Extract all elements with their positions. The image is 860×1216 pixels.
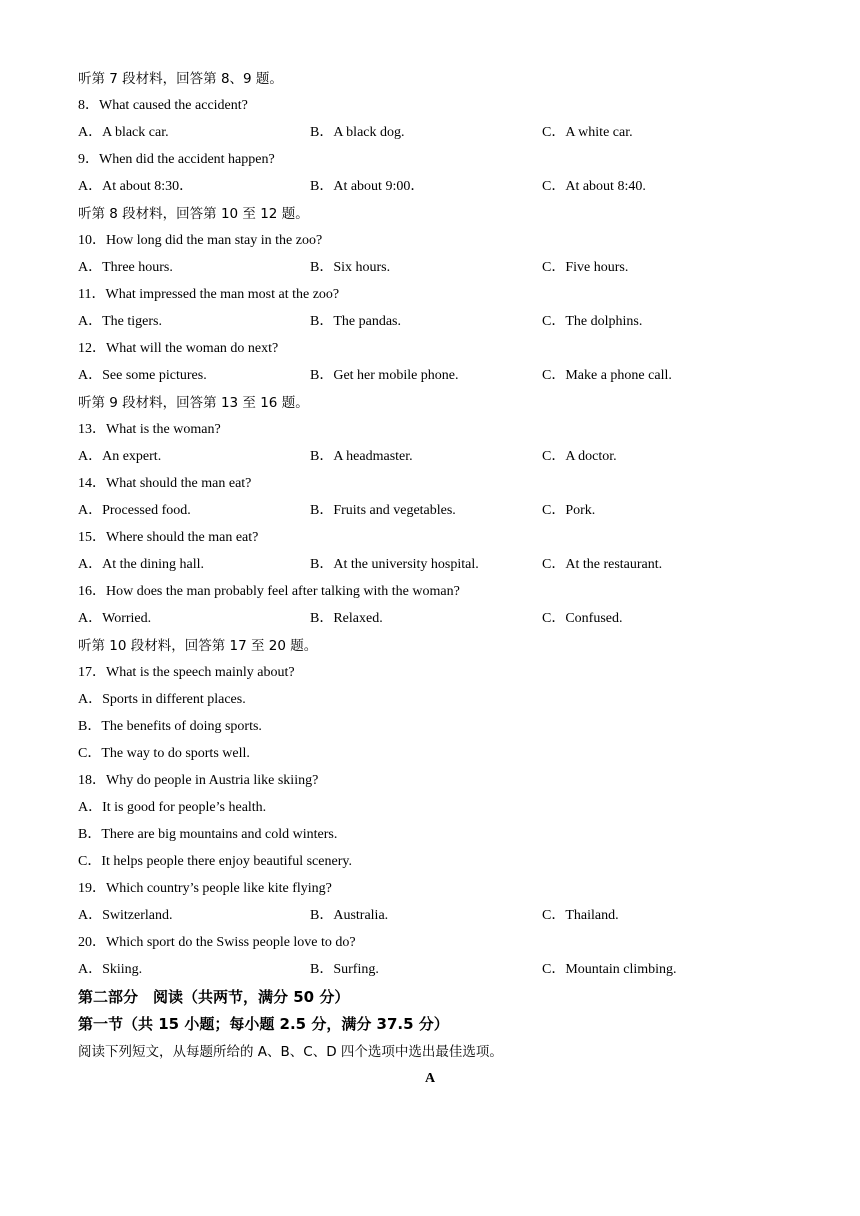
question-8-option-a: A．A black car. bbox=[78, 125, 169, 140]
reading-instruction: 阅读下列短文，从每题所给的 A、B、C、D 四个选项中选出最佳选项。 bbox=[78, 1044, 503, 1060]
question-10-option-c: C．Five hours. bbox=[542, 260, 629, 275]
question-14-option-b: B．Fruits and vegetables. bbox=[310, 503, 456, 518]
question-17-option-a: A．Sports in different places. bbox=[78, 692, 246, 707]
question-13-option-b: B．A headmaster. bbox=[310, 449, 413, 464]
section-intro-9: 听第 9 段材料，回答第 13 至 16 题。 bbox=[78, 395, 309, 411]
question-8-option-c: C．A white car. bbox=[542, 125, 633, 140]
question-11-option-b: B．The pandas. bbox=[310, 314, 401, 329]
question-16-option-b: B．Relaxed. bbox=[310, 611, 383, 626]
question-10-stem: 10．How long did the man stay in the zoo? bbox=[78, 233, 323, 248]
question-15-option-b: B．At the university hospital. bbox=[310, 557, 479, 572]
question-14-stem: 14．What should the man eat? bbox=[78, 476, 252, 491]
question-12-option-b: B．Get her mobile phone. bbox=[310, 368, 459, 383]
question-11-option-a: A．The tigers. bbox=[78, 314, 162, 329]
question-20-option-b: B．Surfing. bbox=[310, 962, 379, 977]
question-14-option-c: C．Pork. bbox=[542, 503, 596, 518]
question-8-option-b: B．A black dog. bbox=[310, 125, 405, 140]
question-17-stem: 17．What is the speech mainly about? bbox=[78, 665, 295, 680]
question-13-stem: 13．What is the woman? bbox=[78, 422, 221, 437]
question-19-option-c: C．Thailand. bbox=[542, 908, 619, 923]
question-11-stem: 11．What impressed the man most at the zoo? bbox=[78, 287, 340, 302]
question-14-option-a: A．Processed food. bbox=[78, 503, 191, 518]
question-16-option-a: A．Worried. bbox=[78, 611, 152, 626]
question-12-option-a: A．See some pictures. bbox=[78, 368, 207, 383]
question-18-stem: 18．Why do people in Austria like skiing? bbox=[78, 773, 319, 788]
section-1-heading: 第一节（共 15 小题；每小题 2.5 分，满分 37.5 分） bbox=[78, 1015, 449, 1033]
question-18-option-b: B．There are big mountains and cold winters. bbox=[78, 827, 338, 842]
question-17-option-c: C．The way to do sports well. bbox=[78, 746, 250, 761]
question-15-stem: 15．Where should the man eat? bbox=[78, 530, 259, 545]
question-20-option-c: C．Mountain climbing. bbox=[542, 962, 677, 977]
question-16-option-c: C．Confused. bbox=[542, 611, 623, 626]
question-13-option-a: A．An expert. bbox=[78, 449, 162, 464]
passage-label: A bbox=[424, 1071, 436, 1086]
question-12-stem: 12．What will the woman do next? bbox=[78, 341, 279, 356]
question-18-option-a: A．It is good for people’s health. bbox=[78, 800, 267, 815]
part-2-heading: 第二部分 阅读（共两节，满分 50 分） bbox=[78, 988, 350, 1006]
question-9-stem: 9．When did the accident happen? bbox=[78, 152, 275, 167]
question-20-option-a: A．Skiing. bbox=[78, 962, 143, 977]
question-9-option-b: B．At about 9:00． bbox=[310, 179, 425, 194]
question-9-option-a: A．At about 8:30． bbox=[78, 179, 194, 194]
question-15-option-c: C．At the restaurant. bbox=[542, 557, 663, 572]
section-intro-8: 听第 8 段材料，回答第 10 至 12 题。 bbox=[78, 206, 309, 222]
question-10-option-b: B．Six hours. bbox=[310, 260, 391, 275]
question-8-stem: 8．What caused the accident? bbox=[78, 98, 248, 113]
question-19-stem: 19．Which country’s people like kite flying? bbox=[78, 881, 332, 896]
section-intro-7: 听第 7 段材料，回答第 8、9 题。 bbox=[78, 71, 283, 87]
question-10-option-a: A．Three hours. bbox=[78, 260, 173, 275]
question-15-option-a: A．At the dining hall. bbox=[78, 557, 204, 572]
question-19-option-b: B．Australia. bbox=[310, 908, 389, 923]
question-19-option-a: A．Switzerland. bbox=[78, 908, 173, 923]
question-12-option-c: C．Make a phone call. bbox=[542, 368, 672, 383]
section-intro-10: 听第 10 段材料，回答第 17 至 20 题。 bbox=[78, 638, 318, 654]
question-9-option-c: C．At about 8:40. bbox=[542, 179, 646, 194]
question-18-option-c: C．It helps people there enjoy beautiful scenery. bbox=[78, 854, 352, 869]
question-17-option-b: B．The benefits of doing sports. bbox=[78, 719, 262, 734]
question-16-stem: 16．How does the man probably feel after talking with the woman? bbox=[78, 584, 460, 599]
question-20-stem: 20．Which sport do the Swiss people love to do? bbox=[78, 935, 356, 950]
question-13-option-c: C．A doctor. bbox=[542, 449, 617, 464]
question-11-option-c: C．The dolphins. bbox=[542, 314, 643, 329]
